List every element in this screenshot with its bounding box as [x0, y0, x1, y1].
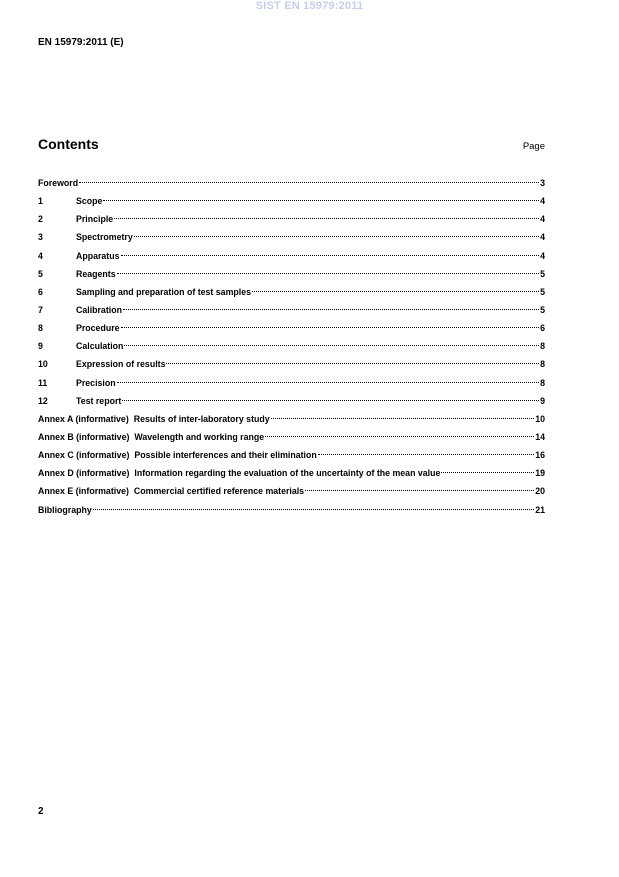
dot-leader [93, 501, 534, 510]
toc-entry-number: 6 [38, 286, 43, 297]
toc-entry[interactable] [38, 265, 545, 283]
toc-entry-annex: Annex D (informative) [38, 468, 130, 479]
dot-leader [265, 428, 534, 437]
toc-entry[interactable] [38, 446, 545, 464]
toc-entry[interactable] [38, 192, 545, 210]
toc-entry-title: Spectrometry [76, 232, 133, 243]
toc-entry-title: Information regarding the evaluation of the uncertainty of the mean value [134, 468, 441, 479]
toc-entry[interactable] [38, 337, 545, 355]
toc-entry-number: 12 [38, 395, 48, 406]
toc-entry[interactable] [38, 283, 545, 301]
toc-entry-title: Possible interferences and their elimination [134, 450, 317, 461]
toc-entry-title: Calibration [76, 304, 122, 315]
dot-leader [305, 482, 534, 491]
toc-entry-title: Commercial certified reference materials [133, 486, 305, 497]
dot-leader [252, 283, 539, 292]
toc-entry-number: 11 [38, 377, 48, 388]
toc-entry-page: 5 [540, 286, 545, 297]
table-of-contents [38, 174, 545, 519]
dot-leader [103, 192, 539, 201]
toc-entry-page: 14 [535, 431, 545, 442]
toc-entry-number: 8 [38, 323, 43, 334]
toc-entry-page: 4 [540, 196, 545, 207]
dot-leader [122, 392, 539, 401]
toc-entry-page: 9 [540, 395, 545, 406]
toc-entry-number: 7 [38, 304, 43, 315]
toc-entry-page: 8 [540, 377, 545, 388]
toc-entry[interactable] [38, 392, 545, 410]
dot-leader [166, 355, 539, 364]
dot-leader [121, 319, 540, 328]
dot-leader [117, 265, 539, 274]
toc-entry[interactable] [38, 355, 545, 373]
toc-entry-title: Results of inter-laboratory study [133, 413, 270, 424]
toc-entry[interactable] [38, 228, 545, 246]
toc-entry[interactable] [38, 210, 545, 228]
dot-leader [121, 247, 540, 256]
toc-entry[interactable] [38, 501, 545, 519]
toc-entry-title: Bibliography [38, 504, 92, 515]
toc-entry-page: 8 [540, 341, 545, 352]
toc-entry-page: 8 [540, 359, 545, 370]
toc-entry-page: 21 [535, 504, 545, 515]
toc-entry-title: Precision [76, 377, 116, 388]
toc-entry-title: Test report [76, 395, 122, 406]
toc-entry[interactable] [38, 374, 545, 392]
toc-entry-page: 16 [535, 450, 545, 461]
toc-entry[interactable] [38, 319, 545, 337]
toc-entry-title: Apparatus [76, 250, 120, 261]
dot-leader [124, 337, 539, 346]
toc-entry[interactable] [38, 174, 545, 192]
page-column-label: Page [522, 141, 545, 152]
toc-entry-page: 6 [540, 323, 545, 334]
toc-entry-title: Principle [76, 214, 114, 225]
page-number: 2 [38, 806, 44, 817]
toc-entry-page: 19 [535, 468, 545, 479]
toc-entry-title: Foreword [38, 178, 79, 188]
toc-entry[interactable] [38, 410, 545, 428]
dot-leader [123, 301, 539, 310]
contents-title: Contents [38, 136, 99, 152]
toc-entry-page: 5 [540, 268, 545, 279]
toc-entry-title: Wavelength and working range [134, 431, 265, 442]
toc-entry[interactable] [38, 301, 545, 319]
toc-entry-number: 1 [38, 196, 43, 207]
toc-entry[interactable] [38, 428, 545, 446]
toc-entry-title: Calculation [76, 341, 124, 352]
dot-leader [134, 228, 539, 237]
toc-entry-page: 10 [535, 413, 545, 424]
dot-leader [441, 464, 534, 473]
toc-entry-number: 10 [38, 359, 48, 370]
toc-entry[interactable] [38, 464, 545, 482]
toc-entry-page: 3 [540, 178, 545, 188]
toc-entry-title: Reagents [76, 268, 116, 279]
toc-entry-number: 2 [38, 214, 43, 225]
watermark: SIST EN 15979:2011 [255, 0, 364, 12]
dot-leader [114, 210, 539, 219]
toc-entry-title: Procedure [76, 323, 120, 334]
document-id: EN 15979:2011 (E) [38, 37, 124, 48]
dot-leader [318, 446, 534, 455]
toc-entry-annex: Annex E (informative) [38, 486, 129, 497]
toc-entry-number: 4 [38, 250, 43, 261]
toc-entry-annex: Annex C (informative) [38, 450, 130, 461]
dot-leader [271, 410, 535, 419]
toc-entry-number: 3 [38, 232, 43, 243]
toc-entry-page: 5 [540, 304, 545, 315]
toc-entry-title: Sampling and preparation of test samples [76, 286, 251, 297]
toc-entry-page: 20 [535, 486, 545, 497]
toc-entry-annex: Annex A (informative) [38, 413, 129, 424]
toc-entry-title: Scope [76, 196, 103, 207]
toc-entry-title: Expression of results [76, 359, 166, 370]
toc-entry[interactable] [38, 482, 545, 500]
toc-entry-page: 4 [540, 214, 545, 225]
toc-entry[interactable] [38, 247, 545, 265]
toc-entry-number: 9 [38, 341, 43, 352]
toc-entry-page: 4 [540, 232, 545, 243]
toc-entry-page: 4 [540, 250, 545, 261]
dot-leader [79, 174, 539, 183]
dot-leader [117, 374, 539, 383]
toc-entry-number: 5 [38, 268, 43, 279]
toc-entry-annex: Annex B (informative) [38, 431, 130, 442]
